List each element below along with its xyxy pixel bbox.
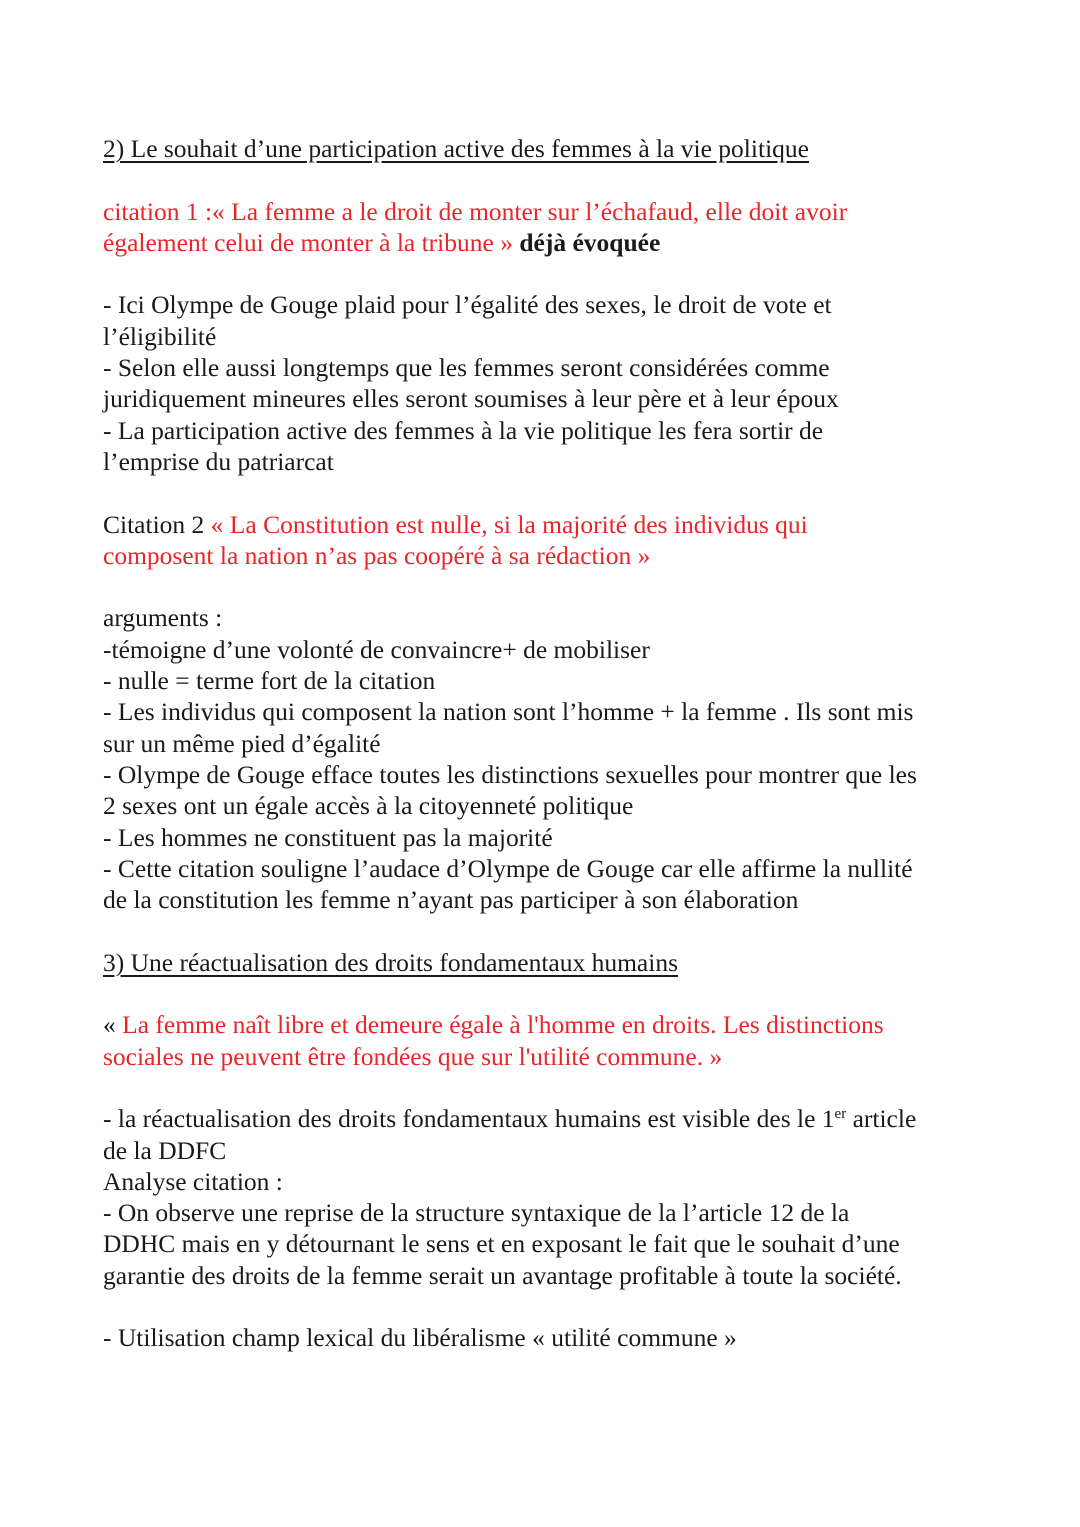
- citation-2-quote: « La Constitution est nulle, si la majorité des individus qui: [210, 509, 808, 539]
- citation-1-line-1: citation 1 :« La femme a le droit de monter sur l’échafaud, elle doit avoir: [103, 196, 848, 226]
- quote-open-mark: «: [103, 1010, 123, 1040]
- analysis-line: DDHC mais en y détournant le sens et en exposant le fait que le souhait d’une: [103, 1229, 900, 1259]
- citation-1-line-2: [103, 227, 1003, 258]
- citation-2-line-1: [103, 509, 1003, 540]
- section-2-heading: 2) Le souhait d’une participation active des femmes à la vie politique: [103, 134, 809, 163]
- bullet-line: - Selon elle aussi longtemps que les femmes seront considérées comme: [103, 353, 830, 383]
- paragraph-text: article: [846, 1104, 917, 1134]
- argument-line: de la constitution les femme n’ayant pas participer à son élaboration: [103, 885, 799, 915]
- spacer: [103, 571, 1003, 602]
- spacer: [103, 1291, 1003, 1322]
- superscript-er: er: [834, 1106, 847, 1123]
- argument-line: sur un même pied d’égalité: [103, 728, 381, 758]
- argument-line: - Les hommes ne constituent pas la majorité: [103, 822, 553, 852]
- paragraph-line: de la DDFC: [103, 1135, 227, 1165]
- argument-line: - Olympe de Gouge efface toutes les distinctions sexuelles pour montrer que les: [103, 759, 917, 789]
- bullet-line: - La participation active des femmes à la vie politique les fera sortir de: [103, 415, 824, 445]
- document-page: [103, 133, 1003, 1354]
- argument-line: - nulle = terme fort de la citation: [103, 666, 436, 696]
- section-3-heading: 3) Une réactualisation des droits fondamentaux humains: [103, 947, 679, 977]
- analysis-line: garantie des droits de la femme serait un avantage profitable à toute la société.: [103, 1260, 902, 1290]
- bullet-line: juridiquement mineures elles seront soumises à leur père et à leur époux: [103, 384, 839, 414]
- spacer: [103, 477, 1003, 508]
- analysis-line: - On observe une reprise de la structure syntaxique de la l’article 12 de la: [103, 1198, 850, 1228]
- argument-line: arguments :: [103, 603, 223, 633]
- argument-line: 2 sexes ont un égale accès à la citoyenneté politique: [103, 791, 634, 821]
- citation-2-label: Citation 2: [103, 509, 211, 539]
- citation-2-line-2: composent la nation n’as pas coopéré à sa rédaction »: [103, 540, 651, 570]
- bullet-line: - Ici Olympe de Gouge plaid pour l’égalité des sexes, le droit de vote et: [103, 290, 832, 320]
- citation-1-quote-end: également celui de monter à la tribune »: [103, 227, 513, 257]
- argument-line: - Cette citation souligne l’audace d’Olympe de Gouge car elle affirme la nullité: [103, 853, 913, 883]
- spacer: [103, 978, 1003, 1009]
- article-quote-text: La femme naît libre et demeure égale à l'homme en droits. Les distinctions: [122, 1010, 884, 1040]
- paragraph-line: [103, 1103, 1003, 1134]
- spacer: [103, 1072, 1003, 1103]
- argument-line: -témoigne d’une volonté de convaincre+ de mobiliser: [103, 634, 650, 664]
- bullet-line: l’éligibilité: [103, 321, 217, 351]
- article-quote-line-1: [103, 1009, 1003, 1040]
- bullet-line: l’emprise du patriarcat: [103, 446, 334, 476]
- argument-line: - Les individus qui composent la nation sont l’homme + la femme . Ils sont mis: [103, 697, 914, 727]
- article-quote-line-2: sociales ne peuvent être fondées que sur l'utilité commune. »: [103, 1041, 723, 1071]
- spacer: [103, 258, 1003, 289]
- analysis-line: Analyse citation :: [103, 1166, 283, 1196]
- final-line: - Utilisation champ lexical du libéralisme « utilité commune »: [103, 1323, 737, 1353]
- spacer: [103, 164, 1003, 195]
- paragraph-text: - la réactualisation des droits fondamentaux humains est visible des le 1: [103, 1104, 835, 1134]
- spacer: [103, 915, 1003, 946]
- deja-evoquee-note: déjà évoquée: [512, 227, 661, 257]
